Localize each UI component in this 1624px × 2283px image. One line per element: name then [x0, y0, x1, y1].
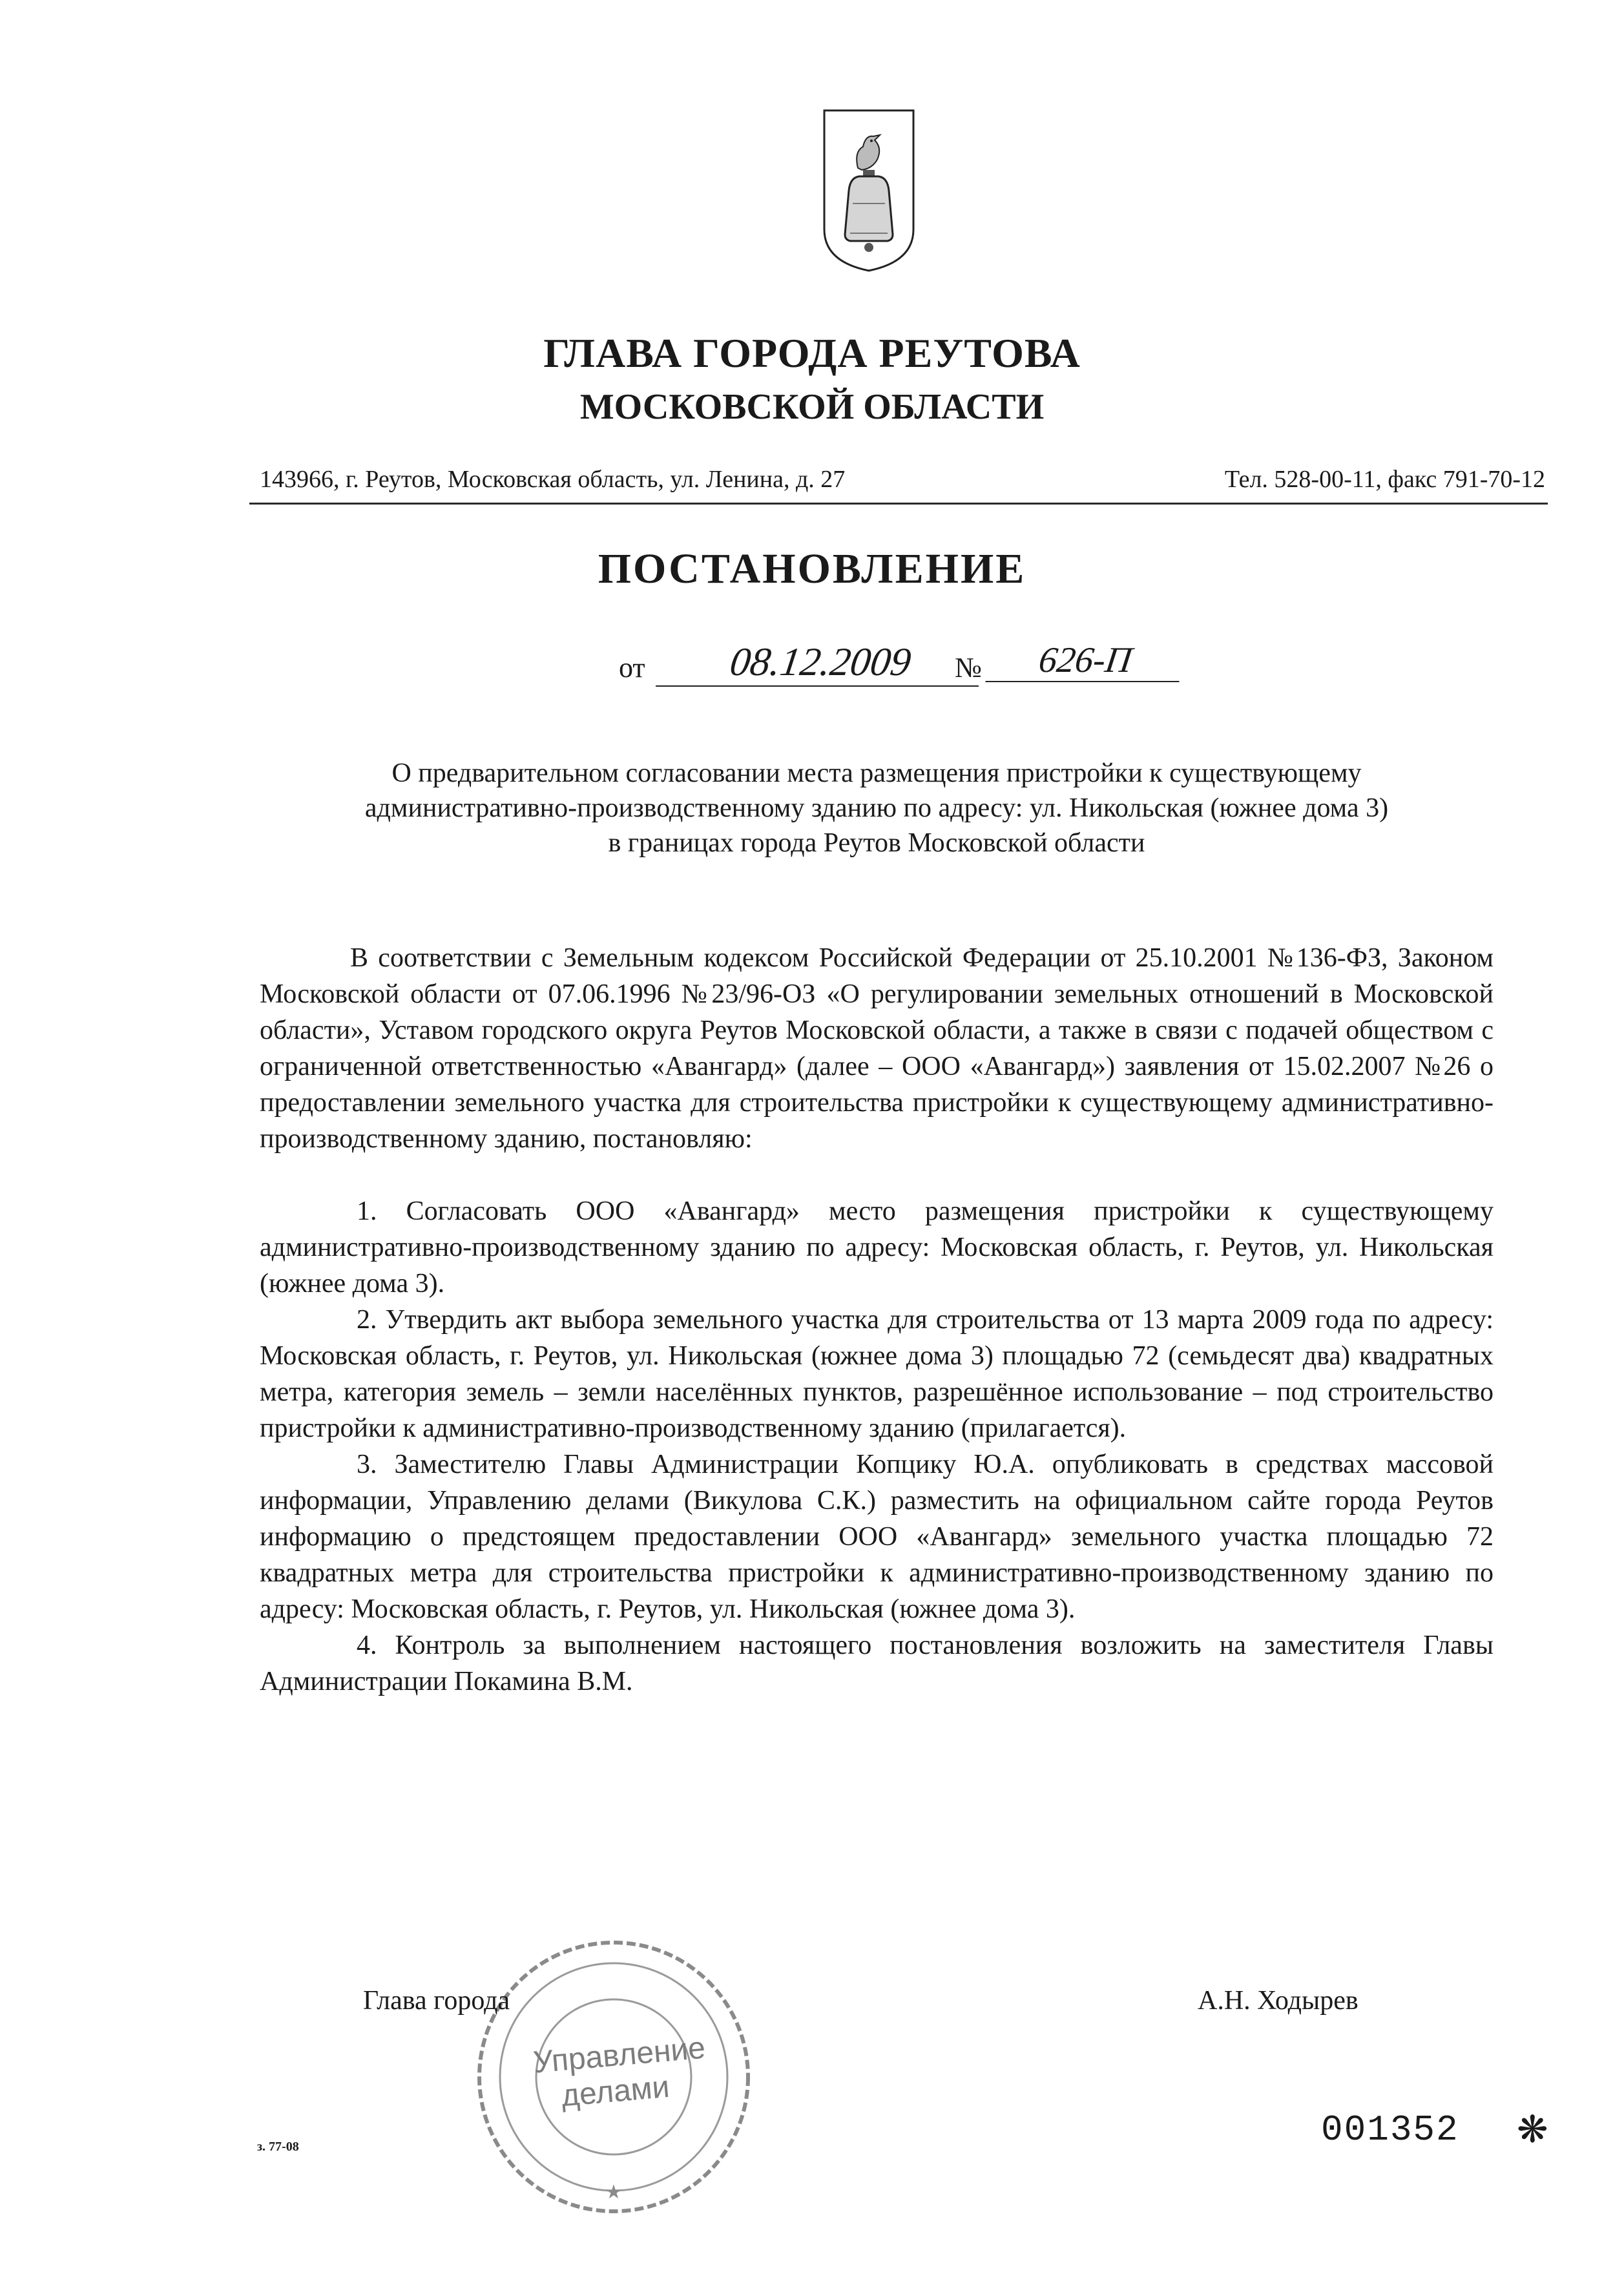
resolution-item: 4. Контроль за выполнением настоящего постановления возложить на заместителя Главы Администрации Покамина В.М.	[260, 1631, 1494, 1696]
resolution-item: 3. Заместителю Главы Администрации Копцику Ю.А. опубликовать в средствах массовой информации, Управлению делами (Викулова С.К.) разместить на официальном сайте города Реутов информацию о предстоящем предоставлении ООО «Авангард» земельного участка площадью 72 квадратных метра для строительства пристройки к административно-производственному зданию по адресу: Московская область, г. Реутов, ул. Никольская (южнее дома 3).	[260, 1450, 1494, 1624]
document-body	[260, 940, 1494, 1700]
preamble-paragraph: В соответствии с Земельным кодексом Российской Федерации от 25.10.2001 №136-ФЗ, Законом Московской области от 07.06.1996 №23/96-ОЗ «О регулировании земельных отношений в Московской области», Уставом городского округа Реутов Московской области, а также в связи с подачей обществом с ограниченной ответственностью «Авангард» (далее – ООО «Авангард») заявления от 15.02.2007 №26 о предоставлении земельного участка для строительства пристройки к существующему административно-производственному зданию, постановляю:	[260, 943, 1494, 1154]
number-prefix: №	[955, 652, 982, 683]
issuer-title: ГЛАВА ГОРОДА РЕУТОВА	[543, 330, 1081, 376]
official-seal-stamp	[465, 1928, 762, 2226]
issuer-address: 143966, г. Реутов, Московская область, ул. Ленина, д. 27	[260, 466, 846, 493]
subject-line: в границах города Реутов Московской области	[608, 828, 1145, 858]
flower-mark-icon: ❋	[1517, 2109, 1548, 2151]
signatory-name: А.Н. Ходырев	[1198, 1986, 1359, 2016]
svg-text:★: ★	[605, 2182, 623, 2203]
footer-code: з. 77-08	[257, 2140, 299, 2154]
stamp-text-line1: Управление	[532, 2030, 707, 2080]
document-subject	[260, 756, 1494, 860]
date-prefix: от	[619, 652, 645, 683]
header-divider	[249, 503, 1548, 505]
subject-line: О предварительном согласовании места размещения пристройки к существующему	[391, 758, 1362, 788]
serial-number: 001352	[1321, 2109, 1459, 2151]
document-date: 08.12.2009	[656, 640, 985, 687]
stamp-text-line2: делами	[559, 2069, 671, 2114]
subject-line: административно-производственному зданию по адресу: ул. Никольская (южнее дома 3)	[364, 793, 1389, 823]
signatory-position: Глава города	[363, 1986, 510, 2016]
issuer-phone: Тел. 528-00-11, факс 791-70-12	[1224, 466, 1545, 493]
coat-of-arms-emblem	[820, 107, 917, 275]
resolution-item: 1. Согласовать ООО «Авангард» место размещения пристройки к существующему административно-производственному зданию по адресу: Московская область, г. Реутов, ул. Никольская (южнее дома 3).	[260, 1196, 1494, 1298]
resolution-item: 2. Утвердить акт выбора земельного участка для строительства от 13 марта 2009 года по адресу: Московская область, г. Реутов, ул. Никольская (южнее дома 3) площадью 72 (семьдесят два) квадратных метра, категория земель – земли населённых пунктов, разрешённое использование – под строительство пристройки к административно-производственному зданию (прилагается).	[260, 1305, 1494, 1443]
issuer-region: МОСКОВСКОЙ ОБЛАСТИ	[579, 387, 1045, 427]
document-number: 626-П	[985, 640, 1185, 682]
document-type: ПОСТАНОВЛЕНИЕ	[598, 545, 1026, 592]
